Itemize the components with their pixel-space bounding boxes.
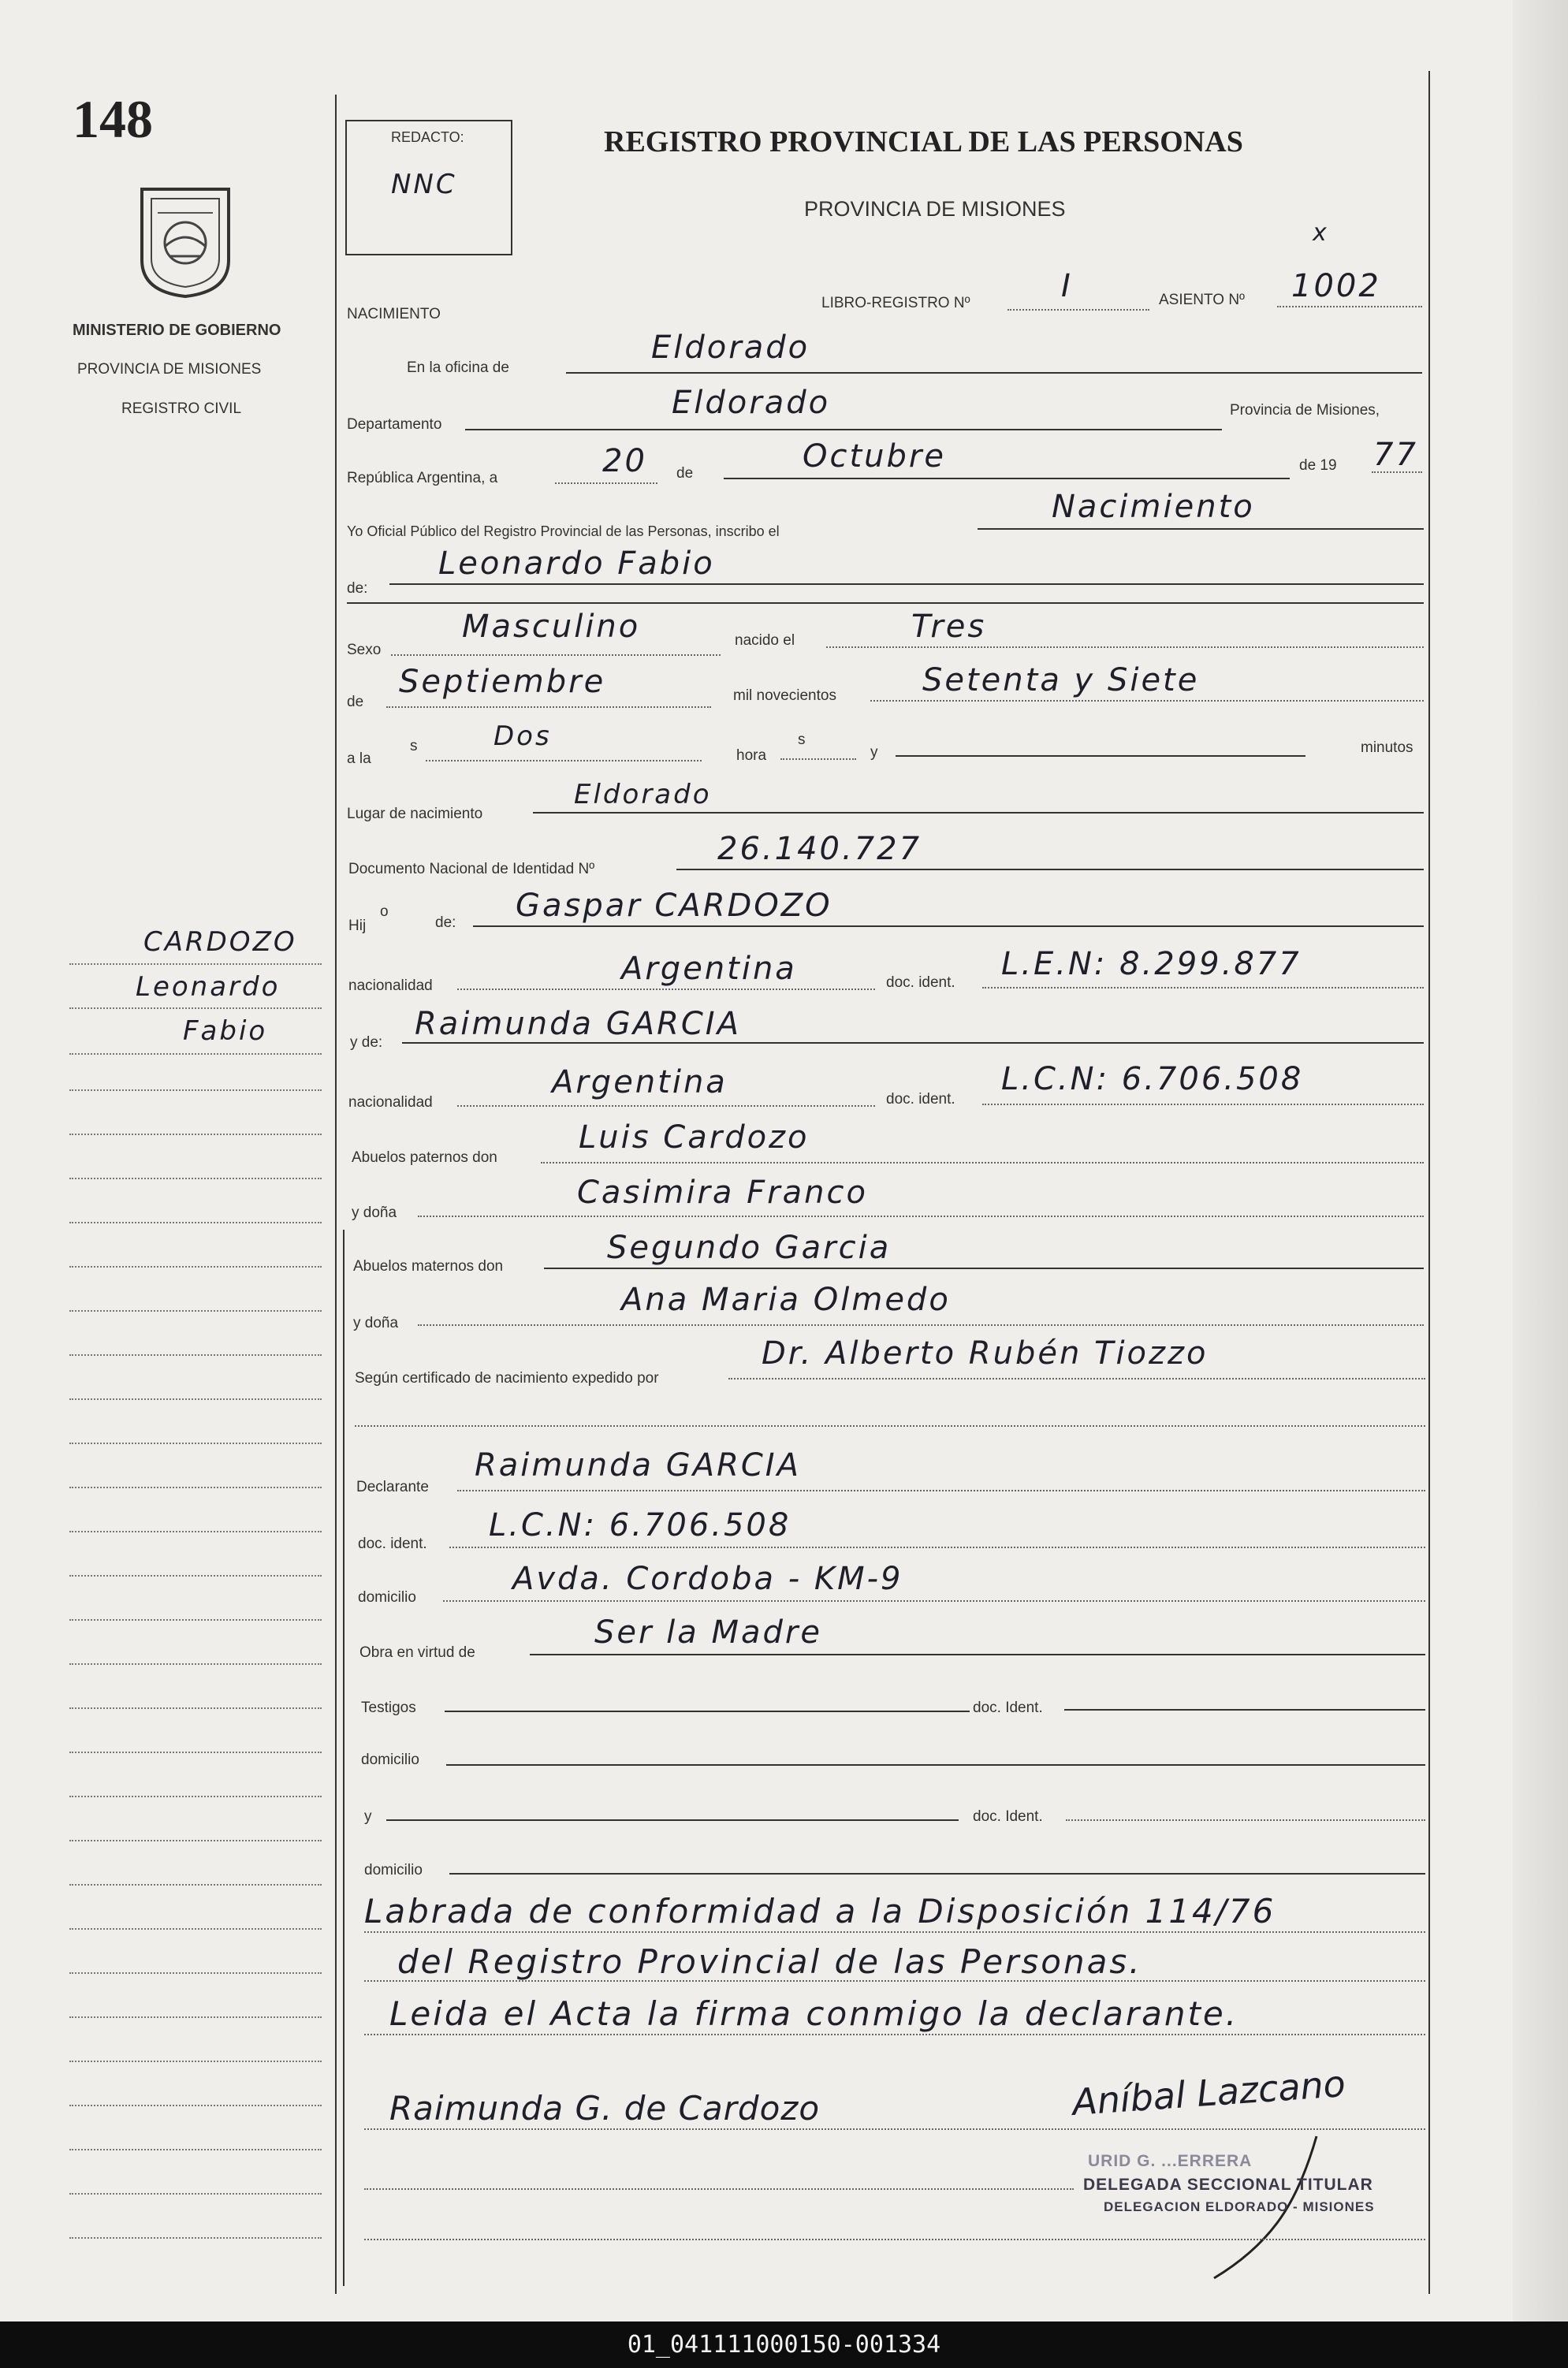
document-subtitle: PROVINCIA DE MISIONES [804,197,1066,221]
provincia-suffix: Provincia de Misiones, [1230,402,1380,419]
lugar-label: Lugar de nacimiento [347,806,483,822]
note-line-3: Leida el Acta la firma conmigo la declarante. [389,1994,1239,2033]
margin-annotation-surname: CARDOZO [143,926,297,958]
declarante-domicilio-value: Avda. Cordoba - KM-9 [512,1561,903,1597]
father-doc-value: L.E.N: 8.299.877 [1001,946,1302,982]
year-suffix: 77 [1373,437,1418,473]
y-dona-label-2: y doña [353,1315,399,1331]
section-label: NACIMIENTO [347,306,441,322]
note-line-1: Labrada de conformidad a la Disposición 114/76 [364,1892,1276,1931]
child-name-value: Leonardo Fabio [438,545,715,582]
testigo-domicilio-label-1: domicilio [361,1752,419,1768]
minutos-label: minutos [1361,739,1413,756]
ministry-label: MINISTERIO DE GOBIERNO [73,322,281,339]
provincial-seal-icon [134,181,237,300]
declarante-doc-value: L.C.N: 6.706.508 [489,1507,791,1543]
a-la-suffix: s [410,738,418,754]
declarante-signature: Raimunda G. de Cardozo [389,2089,821,2128]
de-19-label: de 19 [1299,457,1337,474]
y-dona-label-1: y doña [352,1204,397,1221]
abuela-materna-value: Ana Maria Olmedo [621,1282,951,1318]
libro-value: I [1061,268,1073,304]
declarante-value: Raimunda GARCIA [475,1447,801,1484]
certificado-label: Según certificado de nacimiento expedido por [355,1370,659,1387]
margin-registry-label: REGISTRO CIVIL [121,400,242,417]
month-value: Octubre [803,438,946,475]
asiento-label: ASIENTO Nº [1159,292,1245,308]
testigo-domicilio-label-2: domicilio [364,1862,423,1878]
y-de-label: y de: [350,1034,383,1051]
oficina-value: Eldorado [651,330,810,366]
oficial-value: Nacimiento [1052,489,1255,525]
doc-ident-label-1: doc. ident. [886,974,955,991]
hora-value: Dos [493,720,552,752]
redacto-label: REDACTO: [391,129,464,145]
oficial-label: Yo Oficial Público del Registro Provincial de las Personas, inscribo el [347,523,780,539]
margin-annotation-first: Leonardo [136,971,281,1003]
nacido-value: Tres [911,609,987,645]
declarante-domicilio-label: domicilio [358,1589,416,1606]
stamp-line-1: URID G. ...ERRERA [1088,2152,1253,2170]
testigo-doc-label-2: doc. Ident. [973,1808,1043,1825]
asiento-value: 1002 [1291,268,1381,304]
abuelos-paternos-label: Abuelos paternos don [352,1149,497,1166]
de-label-name: de: [347,580,368,597]
birth-year-words: Setenta y Siete [922,662,1200,698]
day-value: 20 [602,443,647,479]
departamento-label: Departamento [347,416,442,433]
hij-label: Hij [348,918,367,934]
right-border [1428,71,1430,2294]
abuelos-paternos-value: Luis Cardozo [579,1119,810,1156]
official-signature: Aníbal Lazcano [1071,2061,1347,2124]
margin-province-label: PROVINCIA DE MISIONES [77,361,262,378]
testigos-label: Testigos [361,1700,416,1716]
de-label-1: de [676,465,694,482]
folio-number: 148 [73,89,153,149]
abuelos-maternos-label: Abuelos maternos don [353,1258,504,1275]
birth-month-value: Septiembre [399,664,606,700]
hij-suffix: o [380,903,389,920]
de-label-2: de [347,694,364,710]
redacto-value: NNC [391,169,457,200]
departamento-value: Eldorado [672,385,831,421]
inner-divider [343,1230,345,2286]
mil-novecientos-label: mil novecientos [733,687,836,704]
abuela-paterna-value: Casimira Franco [577,1175,868,1211]
nacionalidad-value-1: Argentina [621,951,797,987]
y-label: y [870,744,878,761]
redacto-box [345,120,512,255]
corner-mark: x [1313,219,1329,247]
certificado-value: Dr. Alberto Rubén Tiozzo [762,1335,1209,1372]
testigo-doc-label-1: doc. Ident. [973,1700,1043,1716]
note-line-2: del Registro Provincial de las Personas. [397,1942,1142,1981]
obra-label: Obra en virtud de [359,1644,475,1661]
nacido-label: nacido el [735,632,795,649]
nacionalidad-label-2: nacionalidad [348,1094,433,1111]
horas-suffix: s [798,732,806,748]
stamp-line-3: DELEGACION ELDORADO - MISIONES [1104,2199,1375,2214]
stamp-line-2: DELEGADA SECCIONAL TITULAR [1083,2176,1373,2194]
mother-value: Raimunda GARCIA [415,1006,741,1042]
document-title: REGISTRO PROVINCIAL DE LAS PERSONAS [604,125,1243,158]
horas-label: hora [736,747,767,764]
republica-label: República Argentina, a [347,470,498,486]
lugar-value: Eldorado [574,779,712,810]
sexo-value: Masculino [462,609,641,645]
doc-ident-label-2: doc. ident. [886,1091,955,1108]
dni-value: 26.140.727 [717,831,922,867]
image-caption: 01_041111000150-001334 [0,2321,1568,2368]
nacionalidad-value-2: Argentina [552,1064,728,1100]
page-edge-shadow [1513,0,1568,2321]
margin-divider [335,95,337,2294]
margin-annotation-second: Fabio [183,1015,268,1047]
mother-doc-value: L.C.N: 6.706.508 [1001,1061,1304,1097]
obra-value: Ser la Madre [594,1614,822,1651]
de-label-3: de: [435,914,456,931]
oficina-label: En la oficina de [407,359,509,376]
declarante-doc-label: doc. ident. [358,1536,427,1552]
a-la-label: a la [347,750,371,767]
dni-label: Documento Nacional de Identidad Nº [348,861,595,877]
nacionalidad-label-1: nacionalidad [348,977,433,994]
abuelos-maternos-value: Segundo Garcia [607,1230,892,1266]
father-value: Gaspar CARDOZO [516,888,832,924]
sexo-label: Sexo [347,642,382,658]
testigo-y-label: y [364,1808,372,1825]
declarante-label: Declarante [356,1479,429,1495]
libro-label: LIBRO-REGISTRO Nº [821,295,970,311]
